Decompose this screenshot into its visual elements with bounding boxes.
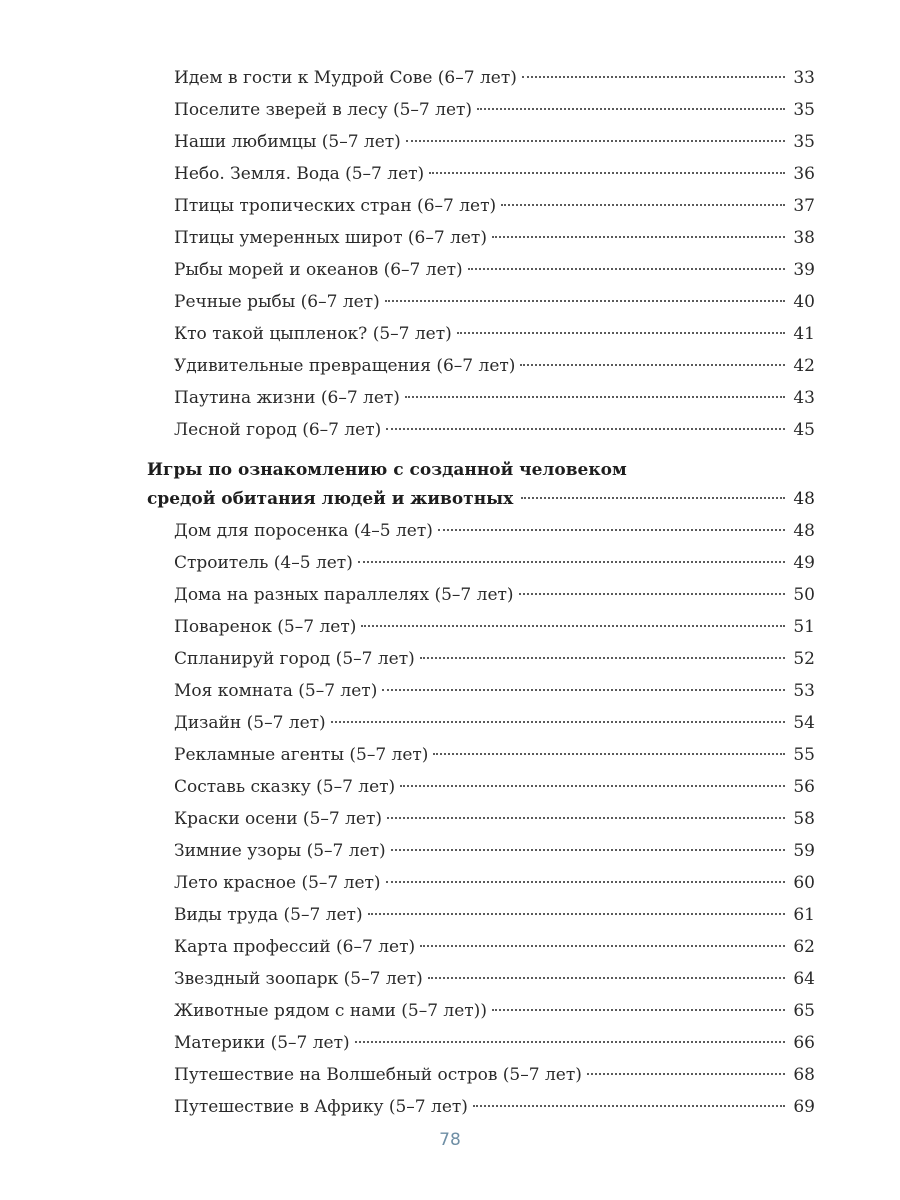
toc-entry-title: Составь сказку (5–7 лет) — [174, 777, 396, 797]
dot-leader — [391, 849, 785, 851]
dot-leader — [386, 428, 785, 430]
toc-entry-page: 60 — [793, 873, 815, 893]
toc-entry — [147, 158, 815, 190]
toc-entry-title: Дома на разных параллелях (5–7 лет) — [174, 585, 514, 605]
toc-entry-page: 56 — [793, 777, 815, 797]
dot-leader — [428, 977, 785, 979]
toc-entry-page: 40 — [793, 292, 815, 312]
toc-entry — [147, 62, 815, 94]
dot-leader — [420, 657, 785, 659]
toc-entry-page: 45 — [793, 420, 815, 440]
dot-leader — [501, 204, 785, 206]
toc-entry-title: Животные рядом с нами (5–7 лет)) — [174, 1001, 487, 1021]
toc-entry-page: 48 — [793, 521, 815, 541]
toc-entry — [147, 643, 815, 675]
toc-entry-title: Карта профессий (6–7 лет) — [174, 937, 416, 957]
toc-entry-title: Зимние узоры (5–7 лет) — [174, 841, 386, 861]
toc-entry-page: 50 — [793, 585, 815, 605]
dot-leader — [385, 300, 785, 302]
dot-leader — [438, 529, 785, 531]
toc-entry-title: Удивительные превращения (6–7 лет) — [174, 356, 516, 376]
toc-entry-page: 68 — [793, 1065, 815, 1085]
dot-leader — [477, 108, 785, 110]
toc-entry-page: 55 — [793, 745, 815, 765]
toc-entry — [147, 414, 815, 446]
toc-entry — [147, 547, 815, 579]
toc-entry — [147, 931, 815, 963]
toc-entry-page: 33 — [793, 68, 815, 88]
toc-entry-title: Рыбы морей и океанов (6–7 лет) — [174, 260, 463, 280]
toc-entry-title: Паутина жизни (6–7 лет) — [174, 388, 400, 408]
toc-entry-page: 37 — [793, 196, 815, 216]
toc-entry-title: Путешествие на Волшебный остров (5–7 лет) — [174, 1065, 582, 1085]
dot-leader — [519, 593, 785, 595]
toc-entry-page: 49 — [793, 553, 815, 573]
section-title-line-2-row — [147, 485, 815, 515]
toc-entry-page: 54 — [793, 713, 815, 733]
toc-entry-page: 52 — [793, 649, 815, 669]
toc-entry — [147, 611, 815, 643]
toc-entry-page: 35 — [793, 100, 815, 120]
dot-leader — [331, 721, 785, 723]
toc-entry-title: Спланируй город (5–7 лет) — [174, 649, 415, 669]
toc-entry-page: 36 — [793, 164, 815, 184]
dot-leader — [429, 172, 785, 174]
toc-entry-title: Дизайн (5–7 лет) — [174, 713, 326, 733]
dot-leader — [361, 625, 785, 627]
toc-section-heading — [147, 456, 815, 515]
toc-entry-page: 53 — [793, 681, 815, 701]
dot-leader — [368, 913, 785, 915]
toc-entry-page: 43 — [793, 388, 815, 408]
toc-group-human-made — [147, 515, 815, 1123]
toc-entry — [147, 1091, 815, 1123]
toc-entry-title: Рекламные агенты (5–7 лет) — [174, 745, 429, 765]
dot-leader — [522, 76, 785, 78]
toc-entry-title: Идем в гости к Мудрой Сове (6–7 лет) — [174, 68, 517, 88]
toc-entry-title: Моя комната (5–7 лет) — [174, 681, 378, 701]
toc-entry — [147, 286, 815, 318]
toc-entry — [147, 515, 815, 547]
toc-entry-title: Звездный зоопарк (5–7 лет) — [174, 969, 423, 989]
toc-entry-title: Путешествие в Африку (5–7 лет) — [174, 1097, 468, 1117]
toc-entry — [147, 803, 815, 835]
toc-entry — [147, 1059, 815, 1091]
toc-entry — [147, 707, 815, 739]
toc-entry-page: 69 — [793, 1097, 815, 1117]
toc-entry-page: 38 — [793, 228, 815, 248]
toc-entry — [147, 254, 815, 286]
toc-entry-title: Речные рыбы (6–7 лет) — [174, 292, 380, 312]
dot-leader — [406, 140, 785, 142]
toc-entry — [147, 222, 815, 254]
toc-entry-page: 62 — [793, 937, 815, 957]
toc-entry — [147, 1027, 815, 1059]
dot-leader — [355, 1041, 785, 1043]
dot-leader — [358, 561, 785, 563]
toc-entry — [147, 675, 815, 707]
dot-leader — [520, 364, 785, 366]
toc-group-natural — [147, 62, 815, 446]
toc-entry-page: 35 — [793, 132, 815, 152]
toc-entry — [147, 739, 815, 771]
section-page-number: 48 — [793, 489, 815, 509]
toc-entry-page: 39 — [793, 260, 815, 280]
toc-entry-page: 41 — [793, 324, 815, 344]
dot-leader — [386, 881, 785, 883]
dot-leader — [468, 268, 785, 270]
dot-leader — [492, 236, 785, 238]
toc-entry — [147, 995, 815, 1027]
toc-entry — [147, 835, 815, 867]
toc-entry-title: Наши любимцы (5–7 лет) — [174, 132, 401, 152]
dot-leader — [405, 396, 785, 398]
section-title-line-2: средой обитания людей и животных — [147, 489, 514, 509]
toc-entry-page: 42 — [793, 356, 815, 376]
dot-leader — [521, 497, 785, 499]
toc-entry — [147, 190, 815, 222]
toc-entry — [147, 382, 815, 414]
toc-entry-title: Поваренок (5–7 лет) — [174, 617, 357, 637]
toc-entry — [147, 126, 815, 158]
toc-entry — [147, 579, 815, 611]
toc-entry-title: Краски осени (5–7 лет) — [174, 809, 383, 829]
toc-entry — [147, 94, 815, 126]
toc-entry-title: Птицы умеренных широт (6–7 лет) — [174, 228, 487, 248]
table-of-contents — [147, 62, 815, 1123]
toc-entry-title: Поселите зверей в лесу (5–7 лет) — [174, 100, 473, 120]
toc-entry-page: 58 — [793, 809, 815, 829]
toc-entry-page: 65 — [793, 1001, 815, 1021]
dot-leader — [473, 1105, 785, 1107]
dot-leader — [587, 1073, 785, 1075]
dot-leader — [492, 1009, 785, 1011]
dot-leader — [433, 753, 785, 755]
toc-entry-title: Строитель (4–5 лет) — [174, 553, 353, 573]
toc-entry — [147, 350, 815, 382]
toc-entry-title: Лето красное (5–7 лет) — [174, 873, 381, 893]
toc-entry — [147, 899, 815, 931]
toc-entry-page: 61 — [793, 905, 815, 925]
dot-leader — [457, 332, 785, 334]
toc-entry-title: Небо. Земля. Вода (5–7 лет) — [174, 164, 425, 184]
dot-leader — [382, 689, 785, 691]
page-number: 78 — [439, 1130, 461, 1150]
dot-leader — [387, 817, 785, 819]
toc-entry-title: Виды труда (5–7 лет) — [174, 905, 363, 925]
toc-entry-page: 51 — [793, 617, 815, 637]
toc-entry-title: Лесной город (6–7 лет) — [174, 420, 382, 440]
toc-entry-page: 66 — [793, 1033, 815, 1053]
toc-entry-page: 59 — [793, 841, 815, 861]
toc-entry-title: Кто такой цыпленок? (5–7 лет) — [174, 324, 452, 344]
dot-leader — [420, 945, 785, 947]
toc-entry-page: 64 — [793, 969, 815, 989]
toc-entry — [147, 318, 815, 350]
toc-entry — [147, 771, 815, 803]
section-title-line-1: Игры по ознакомлению с созданной человеком — [147, 460, 627, 480]
toc-entry-title: Дом для поросенка (4–5 лет) — [174, 521, 433, 541]
toc-entry-title: Материки (5–7 лет) — [174, 1033, 350, 1053]
dot-leader — [400, 785, 785, 787]
toc-entry — [147, 867, 815, 899]
toc-entry — [147, 963, 815, 995]
toc-entry-title: Птицы тропических стран (6–7 лет) — [174, 196, 497, 216]
